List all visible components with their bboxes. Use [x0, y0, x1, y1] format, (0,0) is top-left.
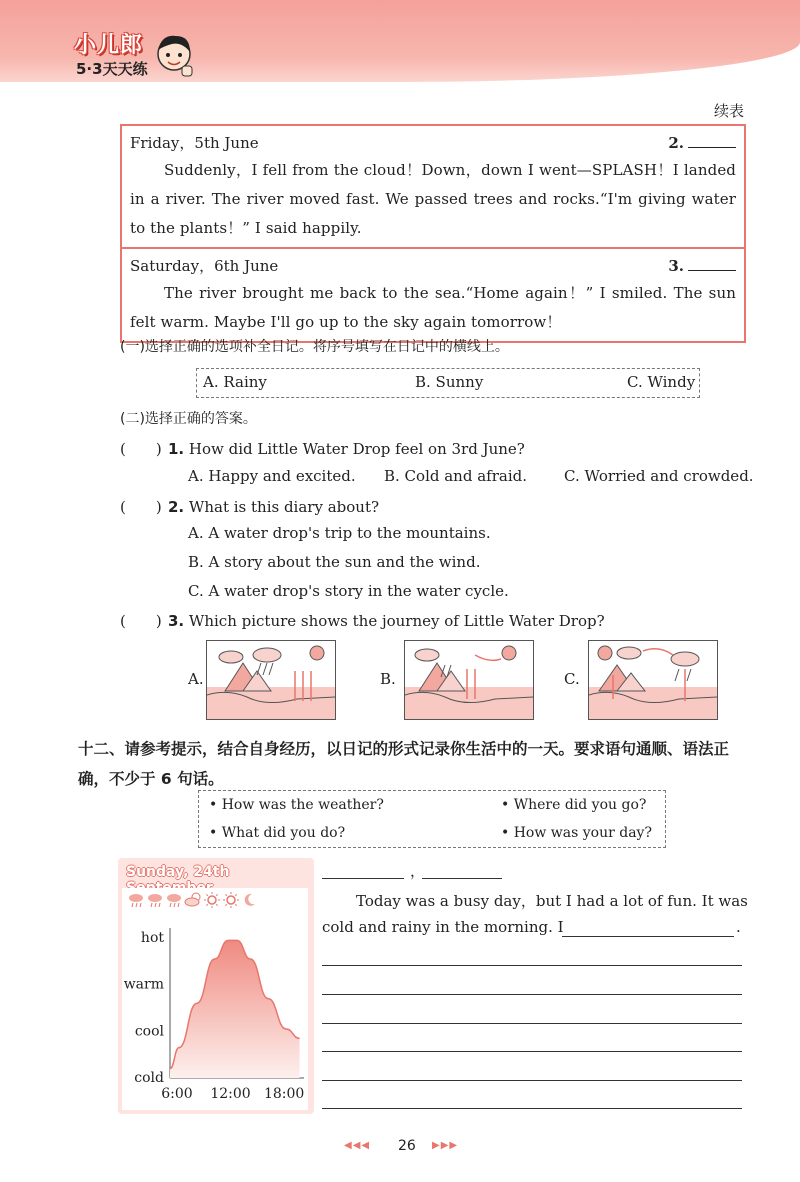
option-a: A. Rainy	[203, 373, 267, 391]
q1-option-c: C. Worried and crowded.	[564, 467, 754, 485]
weather-card-body	[122, 888, 308, 1110]
question-2: ( ) 2. What is this diary about?	[120, 498, 380, 516]
sun-icon	[223, 892, 239, 908]
y-tick-label: cool	[134, 1023, 164, 1040]
footer-right-arrows: ▶▶▶	[432, 1140, 459, 1151]
writing-line[interactable]	[322, 1107, 742, 1109]
weather-card-title: Sunday, 24th	[126, 864, 230, 880]
diary-text: Suddenly，I fell from the cloud！Down，down I went—SPLASH！I landed in a river. The river moved fast. We passed trees and rocks.“I'm giving water to the plants！” I said happily.	[130, 161, 736, 237]
temperature-area	[170, 940, 300, 1078]
hint-day: • How was your day?	[501, 825, 652, 841]
writing-line[interactable]	[322, 1050, 742, 1052]
moon-icon	[245, 894, 255, 906]
question-text: How did Little Water Drop feel on 3rd June?	[188, 440, 525, 458]
question-3: ( ) 3. Which picture shows the journey of Little Water Drop?	[120, 612, 605, 630]
q1-option-a: A. Happy and excited.	[188, 467, 356, 485]
diary-entry-saturday	[122, 247, 744, 341]
hint-where: • Where did you go?	[501, 797, 647, 813]
section-12-title: 十二、请参考提示，结合自身经历，以日记的形式记录你生活中的一天。要求语句通顺、语法正确，不少于 6 句话。	[78, 740, 730, 788]
sun-icon	[204, 892, 220, 908]
q2-option-b: B. A story about the sun and the wind.	[188, 553, 481, 571]
answer-blank-2[interactable]: 2.	[668, 130, 736, 156]
writing-line[interactable]	[322, 1022, 742, 1024]
answer-paren[interactable]: ( )	[120, 440, 162, 458]
writing-intro-1: Today was a busy day，but I had a lot of fun. It was	[356, 892, 748, 910]
water-cycle-picture-b[interactable]	[404, 640, 534, 720]
diary-text: The river brought me back to the sea.“Home again！” I smiled. The sun felt warm. Maybe I'll go up to the sky again tomorrow！	[130, 284, 736, 331]
writing-line[interactable]	[322, 964, 742, 966]
cloud-sun-icon	[185, 893, 200, 906]
footer-left-arrows: ◀◀◀	[344, 1140, 371, 1151]
y-tick-label: warm	[123, 976, 164, 993]
q2-option-a: A. A water drop's trip to the mountains.	[188, 524, 491, 542]
option-c: C. Windy	[627, 373, 696, 391]
option-b: B. Sunny	[415, 373, 484, 391]
weekday-blank[interactable]	[322, 860, 404, 879]
answer-paren[interactable]: ( )	[120, 498, 162, 516]
picture-b-label: B.	[380, 670, 396, 688]
brand-logo: 小儿郎	[74, 33, 144, 58]
part2-instruction: (二)选择正确的答案。	[120, 411, 257, 427]
writing-intro-2: cold and rainy in the morning. I	[322, 918, 564, 936]
page-number: 26	[398, 1138, 416, 1154]
hint-box	[198, 790, 666, 848]
temperature-chart	[122, 888, 308, 1110]
writing-line[interactable]	[322, 1079, 742, 1081]
diary-entry-friday	[122, 126, 744, 247]
mascot-icon	[152, 30, 196, 80]
x-tick-label: 6:00	[161, 1086, 193, 1102]
rain-icon	[148, 894, 162, 907]
writing-period: .	[736, 918, 741, 936]
part1-instruction: (一)选择正确的选项补全日记。将序号填写在日记中的横线上。	[120, 339, 509, 355]
q2-option-c: C. A water drop's story in the water cycle.	[188, 582, 509, 600]
writing-line[interactable]	[322, 993, 742, 995]
answer-paren[interactable]: ( )	[120, 612, 162, 630]
hint-weather: • How was the weather?	[209, 797, 384, 813]
diary-box	[120, 124, 746, 343]
water-cycle-picture-c[interactable]	[588, 640, 718, 720]
question-text: What is this diary about?	[188, 498, 380, 516]
weather-card	[118, 858, 314, 1114]
rain-icon	[129, 894, 143, 907]
rain-icon	[167, 894, 181, 907]
x-tick-label: 18:00	[263, 1086, 305, 1102]
diary-date: Friday，5th June	[130, 134, 259, 152]
water-cycle-picture-a[interactable]	[206, 640, 336, 720]
picture-c-label: C.	[564, 670, 580, 688]
q1-option-b: B. Cold and afraid.	[384, 467, 527, 485]
question-1: ( ) 1. How did Little Water Drop feel on 3rd June?	[120, 440, 525, 458]
options-box	[196, 368, 700, 398]
picture-a-label: A.	[188, 670, 204, 688]
diary-date: Saturday，6th June	[130, 257, 279, 275]
y-tick-label: cold	[134, 1070, 164, 1086]
answer-blank-3[interactable]: 3.	[668, 253, 736, 279]
hint-what: • What did you do?	[209, 825, 346, 841]
date-blank[interactable]	[422, 860, 502, 879]
continued-label: 续表	[713, 102, 744, 120]
y-tick-label: hot	[140, 930, 164, 946]
series-name: 5·3天天练	[76, 60, 148, 78]
writing-blank[interactable]	[562, 918, 734, 937]
date-separator: ，	[410, 862, 426, 880]
x-tick-label: 12:00	[210, 1086, 251, 1102]
question-text: Which picture shows the journey of Little Water Drop?	[188, 612, 605, 630]
